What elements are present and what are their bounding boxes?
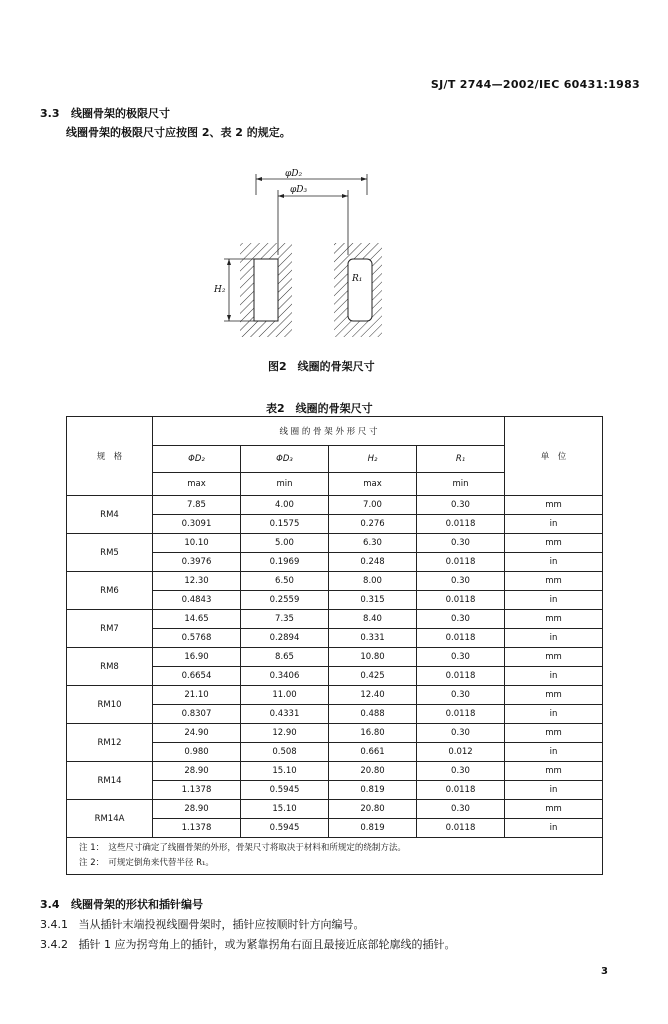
unit-in-cell: in [505,553,603,572]
unit-mm-cell: mm [505,648,603,667]
unit-in-cell: in [505,591,603,610]
unit-in-cell: in [505,819,603,838]
unit-mm-cell: mm [505,610,603,629]
section-3-4-heading [40,896,203,912]
header-col: H₂ [329,446,417,473]
value-in-cell: 0.661 [329,743,417,762]
d2-label: φD₂ [285,169,303,179]
unit-mm-cell: mm [505,800,603,819]
unit-in-cell: in [505,743,603,762]
value-mm-cell: 11.00 [241,686,329,705]
value-in-cell: 0.819 [329,819,417,838]
value-mm-cell: 0.30 [417,610,505,629]
row-spec-name: RM7 [67,610,153,648]
value-mm-cell: 28.90 [153,800,241,819]
section-number: 3.3 [40,107,60,120]
value-mm-cell: 28.90 [153,762,241,781]
row-spec-name: RM4 [67,496,153,534]
bobbin-dimension-figure [210,165,410,345]
unit-mm-cell: mm [505,534,603,553]
header-col: ΦD₃ [241,446,329,473]
page-number: 3 [601,966,608,977]
clause-number: 3.4.1 [40,918,68,931]
clause-text: 当从插针末端投视线圈骨架时，插针应按顺时针方向编号。 [78,918,365,931]
value-in-cell: 0.2559 [241,591,329,610]
value-in-cell: 1.1378 [153,781,241,800]
value-in-cell: 0.0118 [417,553,505,572]
value-mm-cell: 8.40 [329,610,417,629]
value-in-cell: 0.1969 [241,553,329,572]
value-mm-cell: 0.30 [417,572,505,591]
value-mm-cell: 15.10 [241,762,329,781]
unit-in-cell: in [505,667,603,686]
unit-in-cell: in [505,629,603,648]
value-in-cell: 0.3091 [153,515,241,534]
value-mm-cell: 20.80 [329,762,417,781]
value-mm-cell: 21.10 [153,686,241,705]
section-3-3-heading [40,105,170,121]
unit-in-cell: in [505,515,603,534]
row-spec-name: RM14 [67,762,153,800]
value-in-cell: 0.508 [241,743,329,762]
value-in-cell: 0.3976 [153,553,241,572]
value-in-cell: 0.1575 [241,515,329,534]
value-mm-cell: 0.30 [417,724,505,743]
value-mm-cell: 10.80 [329,648,417,667]
value-mm-cell: 0.30 [417,648,505,667]
section-number: 3.4 [40,898,60,911]
section-title: 线圈骨架的极限尺寸 [71,107,170,120]
limit-cell: max [329,473,417,496]
limit-cell: max [153,473,241,496]
value-mm-cell: 8.00 [329,572,417,591]
value-in-cell: 0.0118 [417,705,505,724]
value-mm-cell: 5.00 [241,534,329,553]
value-mm-cell: 6.50 [241,572,329,591]
value-mm-cell: 0.30 [417,800,505,819]
value-in-cell: 0.5768 [153,629,241,648]
value-in-cell: 0.0118 [417,629,505,648]
section-3-3-text: 线圈骨架的极限尺寸应按图 2、表 2 的规定。 [66,126,291,139]
value-mm-cell: 12.40 [329,686,417,705]
clause-number: 3.4.2 [40,938,68,951]
h2-label: H₂ [214,285,226,295]
header-col: ΦD₂ [153,446,241,473]
value-mm-cell: 16.90 [153,648,241,667]
value-in-cell: 0.980 [153,743,241,762]
value-in-cell: 1.1378 [153,819,241,838]
clause-text: 插针 1 应为拐弯角上的插针，或为紧靠拐角右面且最接近底部轮廓线的插针。 [78,938,456,951]
value-mm-cell: 0.30 [417,496,505,515]
value-mm-cell: 15.10 [241,800,329,819]
value-mm-cell: 14.65 [153,610,241,629]
figure-caption: 图2 线圈的骨架尺寸 [268,360,375,373]
value-in-cell: 0.488 [329,705,417,724]
header-col: R₁ [417,446,505,473]
standard-header: SJ/T 2744—2002/IEC 60431:1983 [430,78,640,91]
r1-label: R₁ [352,274,363,284]
unit-mm-cell: mm [505,572,603,591]
value-mm-cell: 7.85 [153,496,241,515]
value-in-cell: 0.4331 [241,705,329,724]
value-mm-cell: 7.00 [329,496,417,515]
value-in-cell: 0.331 [329,629,417,648]
unit-mm-cell: mm [505,724,603,743]
value-in-cell: 0.6654 [153,667,241,686]
value-mm-cell: 0.30 [417,534,505,553]
value-in-cell: 0.819 [329,781,417,800]
value-mm-cell: 8.65 [241,648,329,667]
value-in-cell: 0.0118 [417,819,505,838]
value-in-cell: 0.2894 [241,629,329,648]
header-unit: 单 位 [505,417,603,496]
value-mm-cell: 12.90 [241,724,329,743]
row-spec-name: RM12 [67,724,153,762]
note-1: 注 1： 这些尺寸确定了线圈骨架的外形，骨架尺寸将取决于材料和所规定的绕制方法。 [79,843,406,853]
unit-in-cell: in [505,705,603,724]
value-in-cell: 0.5945 [241,781,329,800]
value-in-cell: 0.5945 [241,819,329,838]
note-2: 注 2： 可规定倒角来代替半径 R₁。 [79,858,214,868]
value-mm-cell: 4.00 [241,496,329,515]
value-in-cell: 0.248 [329,553,417,572]
value-mm-cell: 0.30 [417,762,505,781]
value-in-cell: 0.3406 [241,667,329,686]
value-in-cell: 0.0118 [417,591,505,610]
row-spec-name: RM5 [67,534,153,572]
value-in-cell: 0.276 [329,515,417,534]
value-in-cell: 0.0118 [417,667,505,686]
row-spec-name: RM8 [67,648,153,686]
unit-mm-cell: mm [505,686,603,705]
value-in-cell: 0.0118 [417,781,505,800]
value-mm-cell: 7.35 [241,610,329,629]
value-in-cell: 0.012 [417,743,505,762]
row-spec-name: RM6 [67,572,153,610]
limit-cell: min [417,473,505,496]
value-mm-cell: 6.30 [329,534,417,553]
value-mm-cell: 20.80 [329,800,417,819]
value-in-cell: 0.315 [329,591,417,610]
row-spec-name: RM14A [67,800,153,838]
clause-3-4-2 [40,936,456,952]
section-title: 线圈骨架的形状和插针编号 [71,898,203,911]
value-mm-cell: 10.10 [153,534,241,553]
limit-cell: min [241,473,329,496]
d3-label: φD₃ [290,185,308,195]
value-mm-cell: 24.90 [153,724,241,743]
value-mm-cell: 16.80 [329,724,417,743]
table-notes [67,838,603,875]
value-in-cell: 0.4843 [153,591,241,610]
value-mm-cell: 0.30 [417,686,505,705]
unit-mm-cell: mm [505,496,603,515]
value-in-cell: 0.425 [329,667,417,686]
value-in-cell: 0.0118 [417,515,505,534]
header-spec: 规 格 [67,417,153,496]
row-spec-name: RM10 [67,686,153,724]
table-caption: 表2 线圈的骨架尺寸 [266,402,373,415]
clause-3-4-1 [40,916,365,932]
bobbin-dimension-table [66,416,603,875]
value-mm-cell: 12.30 [153,572,241,591]
header-group: 线 圈 的 骨 架 外 形 尺 寸 [153,417,505,446]
unit-in-cell: in [505,781,603,800]
unit-mm-cell: mm [505,762,603,781]
value-in-cell: 0.8307 [153,705,241,724]
